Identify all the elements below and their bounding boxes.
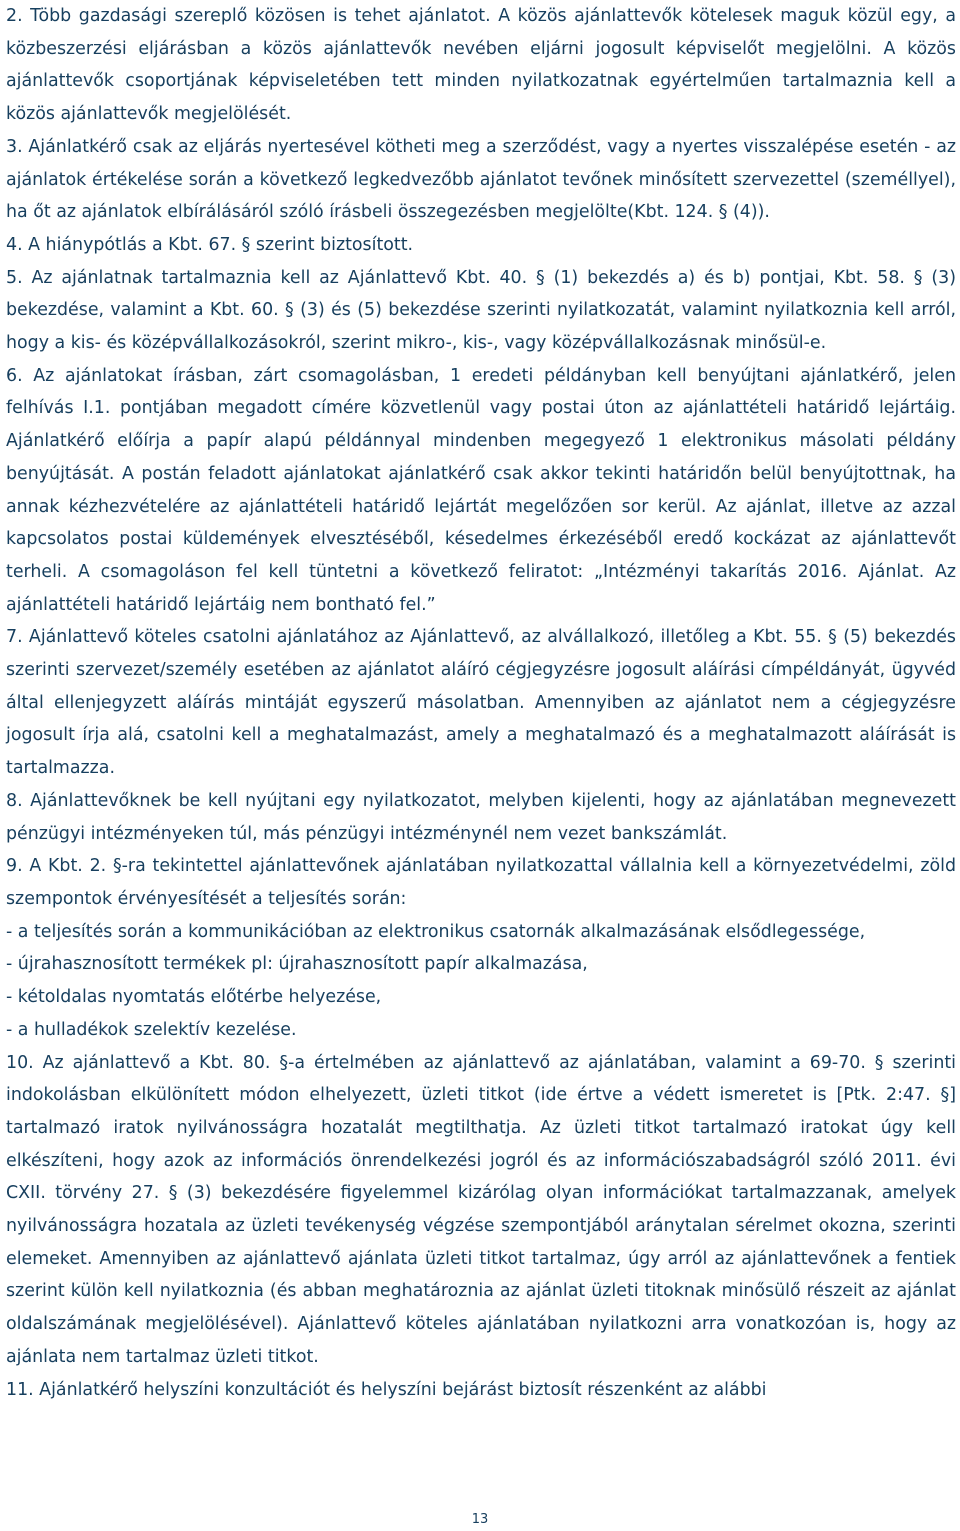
list-item: - a teljesítés során a kommunikációban az elektronikus csatornák alkalmazásának elsődlegessége, [6, 921, 866, 942]
paragraph-9: 9. A Kbt. 2. §-ra tekintettel ajánlattevőnek ajánlatában nyilatkozattal vállalnia kell a környezetvédelmi, zöld szempontok érvényesítését a teljesítés során: [6, 856, 956, 909]
document-body [6, 0, 956, 1406]
paragraph-11: 11. Ajánlatkérő helyszíni konzultációt és helyszíni bejárást biztosít részenként az alábbi [6, 1379, 767, 1400]
paragraph-2: 2. Több gazdasági szereplő közösen is tehet ajánlatot. A közös ajánlattevők kötelesek maguk közül egy, a közbeszerzési eljárásban a közös ajánlattevők nevében eljárni jogosult képviselőt megjelölni. A közös ajánlattevők csoportjának képviseletében tett minden nyilatkozatnak egyértelműen tartalmaznia kell a közös ajánlattevők megjelölését. [6, 6, 956, 125]
paragraph-5: 5. Az ajánlatnak tartalmaznia kell az Ajánlattevő Kbt. 40. § (1) bekezdés a) és b) pontjai, Kbt. 58. § (3) bekezdése, valamint a Kbt. 60. § (3) és (5) bekezdése szerinti nyilatkozatát, valamint nyilatkoznia kell arról, hogy a kis- és középvállalkozásokról, szerint mikro-, kis-, vagy középvállalkozásnak minősül-e. [6, 267, 956, 354]
list-item: - a hulladékok szelektív kezelése. [6, 1019, 297, 1040]
page-number: 13 [471, 1512, 489, 1527]
paragraph-7: 7. Ajánlattevő köteles csatolni ajánlatához az Ajánlattevő, az alvállalkozó, illetőleg a Kbt. 55. § (5) bekezdés szerinti szervezet/személy esetében az ajánlatot aláíró cégjegyzésre jogosult aláírási címpéldányát, ügyvéd által ellenjegyzett aláírás mintáját egyszerű másolatban. Amennyiben az ajánlatot nem a cégjegyzésre jogosult írja alá, csatolni kell a meghatalmazást, amely a meghatalmazó és a meghatalmazott aláírását is tartalmazza. [6, 627, 956, 779]
paragraph-6: 6. Az ajánlatokat írásban, zárt csomagolásban, 1 eredeti példányban kell benyújtani ajánlatkérő, jelen felhívás I.1. pontjában megadott címére közvetlenül vagy postai úton az ajánlattételi határidő lejártáig. Ajánlatkérő előírja a papír alapú példánnyal mindenben megegyező 1 elektronikus másolati példány benyújtását. A postán feladott ajánlatokat ajánlatkérő csak akkor tekinti határidőn belül benyújtottnak, ha annak kézhezvételére az ajánlattételi határidő lejártát megelőzően sor kerül. Az ajánlat, illetve az azzal kapcsolatos postai küldemények elvesztéséből, késedelmes érkezéséből eredő kockázat az ajánlattevőt terheli. A csomagoláson fel kell tüntetni a következő feliratot: „Intézményi takarítás 2016. Ajánlat. Az ajánlattételi határidő lejártáig nem bontható fel.” [6, 365, 956, 615]
list-item: - újrahasznosított termékek pl: újrahasznosított papír alkalmazása, [6, 954, 588, 975]
list-item: - kétoldalas nyomtatás előtérbe helyezése, [6, 987, 382, 1008]
paragraph-3: 3. Ajánlatkérő csak az eljárás nyertesével kötheti meg a szerződést, vagy a nyertes visszalépése esetén - az ajánlatok értékelése során a következő legkedvezőbb ajánlatot tevőnek minősített szervezettel (személlyel), ha őt az ajánlatok elbírálásáról szóló írásbeli összegezésben megjelölte(Kbt. 124. § (4)). [6, 136, 956, 223]
paragraph-8: 8. Ajánlattevőknek be kell nyújtani egy nyilatkozatot, melyben kijelenti, hogy az ajánlatában megnevezett pénzügyi intézményeken túl, más pénzügyi intézménynél nem vezet bankszámlát. [6, 790, 956, 844]
paragraph-10: 10. Az ajánlattevő a Kbt. 80. §-a értelmében az ajánlattevő az ajánlatában, valamint a 69-70. § szerinti indokolásban elkülönített módon elhelyezett, üzleti titkot (ide értve a védett ismeretet is [Ptk. 2:47. §] tartalmazó iratok nyilvánosságra hozatalát megtilthatja. Az üzleti titkot tartalmazó iratokat úgy kell elkészíteni, hogy azok az információs önrendelkezési jogról és az információszabadságról szóló 2011. évi CXII. törvény 27. § (3) bekezdésére figyelemmel kizárólag olyan információkat tartalmazzanak, amelyek nyilvánosságra hozatala az üzleti tevékenység végzése szempontjából aránytalan sérelmet okozna, szerinti elemeket. Amennyiben az ajánlattevő ajánlata üzleti titkot tartalmaz, úgy arról az ajánlattevőnek a fentiek szerint külön kell nyilatkoznia (és abban meghatároznia az ajánlat üzleti titoknak minősülő részeit az ajánlat oldalszámának megjelölésével). Ajánlattevő köteles ajánlatában nyilatkozni arra vonatkozóan is, hogy az ajánlata nem tartalmaz üzleti titkot. [6, 1052, 956, 1367]
paragraph-4: 4. A hiánypótlás a Kbt. 67. § szerint biztosított. [6, 234, 414, 255]
